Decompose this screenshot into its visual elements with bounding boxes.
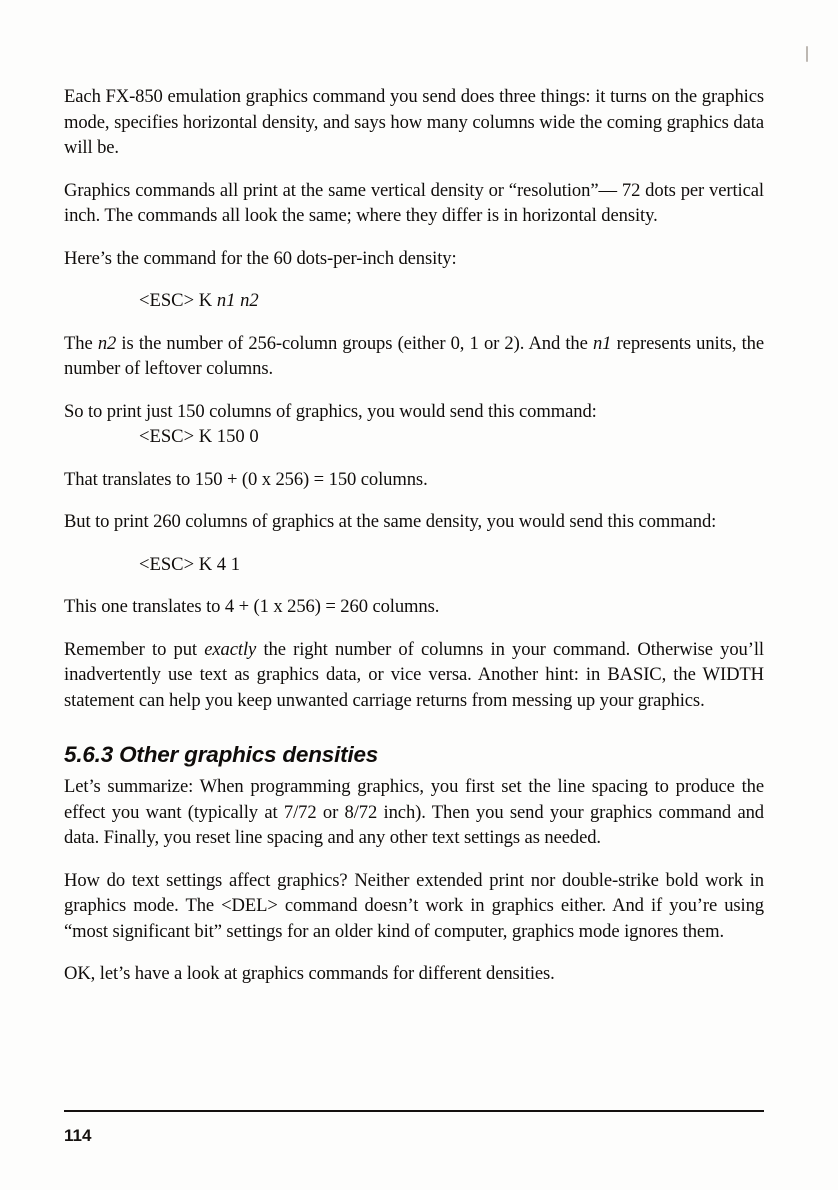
paragraph-4-mid: is the number of 256-column groups (either 0, 1 or 2). And the bbox=[116, 332, 593, 354]
paragraph-12: OK, let’s have a look at graphics commands for different densities. bbox=[64, 963, 555, 984]
paragraph-10: Let’s summarize: When programming graphics, you first set the line spacing to produce the effect you want (typically at 7/72 or 8/72 inch). Then you send your graphics command and data. Finally, you reset line spacing and any other text settings as needed. bbox=[64, 776, 764, 848]
paragraph-6: That translates to 150 + (0 x 256) = 150 columns. bbox=[64, 468, 428, 490]
paragraph-8: This one translates to 4 + (1 x 256) = 260 columns. bbox=[64, 596, 440, 617]
command-line-esc-k-4-1: <ESC> K 4 1 bbox=[139, 553, 241, 575]
paragraph-9-pre: Remember to put bbox=[64, 638, 205, 660]
paragraph-5: So to print just 150 columns of graphics, you would send this command: bbox=[64, 400, 597, 422]
paragraph-3: Here’s the command for the 60 dots-per-inch density: bbox=[64, 247, 457, 269]
section-heading: 5.6.3 Other graphics densities bbox=[64, 742, 379, 767]
paragraph-9-post: the right number of columns in your command. Otherwise you’ll inadvertently use text as graphics data, or vice versa. Another hint: in BASIC, the WIDTH statement can help you keep unwanted carriage returns from messing up your graphics. bbox=[64, 638, 764, 711]
paragraph-9 bbox=[64, 637, 764, 714]
scan-artifact-mark bbox=[806, 46, 808, 62]
paragraph-2: Graphics commands all print at the same vertical density or “resolution”— 72 dots per vertical inch. The commands all look the same; where they differ is in horizontal density. bbox=[64, 179, 764, 226]
command-italic-n1: n1 bbox=[216, 290, 236, 311]
page-number: 114 bbox=[64, 1126, 92, 1145]
paragraph-4-italic-n2: n2 bbox=[97, 332, 117, 354]
command-text: <ESC> K bbox=[139, 290, 217, 311]
paragraph-4-pre: The bbox=[64, 332, 98, 354]
paragraph-1: Each FX-850 emulation graphics command you send does three things: it turns on the graphics mode, specifies horizontal density, and says how many columns wide the coming graphics data will be. bbox=[64, 86, 764, 158]
footer-rule bbox=[64, 1110, 764, 1112]
paragraph-4-italic-n1: n1 bbox=[592, 332, 612, 354]
command-line-esc-k-n1-n2 bbox=[64, 288, 764, 314]
paragraph-4 bbox=[64, 331, 764, 382]
command-italic-n2: n2 bbox=[240, 290, 259, 311]
command-line-esc-k-150-0: <ESC> K 150 0 bbox=[139, 426, 259, 447]
page-body bbox=[64, 84, 764, 1004]
paragraph-4-post: represents units, the number of leftover columns. bbox=[64, 332, 764, 379]
paragraph-11: How do text settings affect graphics? Neither extended print nor double-strike bold work in graphics mode. The <DEL> command doesn’t work in graphics either. And if you’re using “most significant bit” settings for an older kind of computer, graphics mode ignores them. bbox=[64, 869, 764, 942]
paragraph-7: But to print 260 columns of graphics at the same density, you would send this command: bbox=[64, 511, 717, 532]
paragraph-9-italic-exactly: exactly bbox=[204, 638, 257, 660]
